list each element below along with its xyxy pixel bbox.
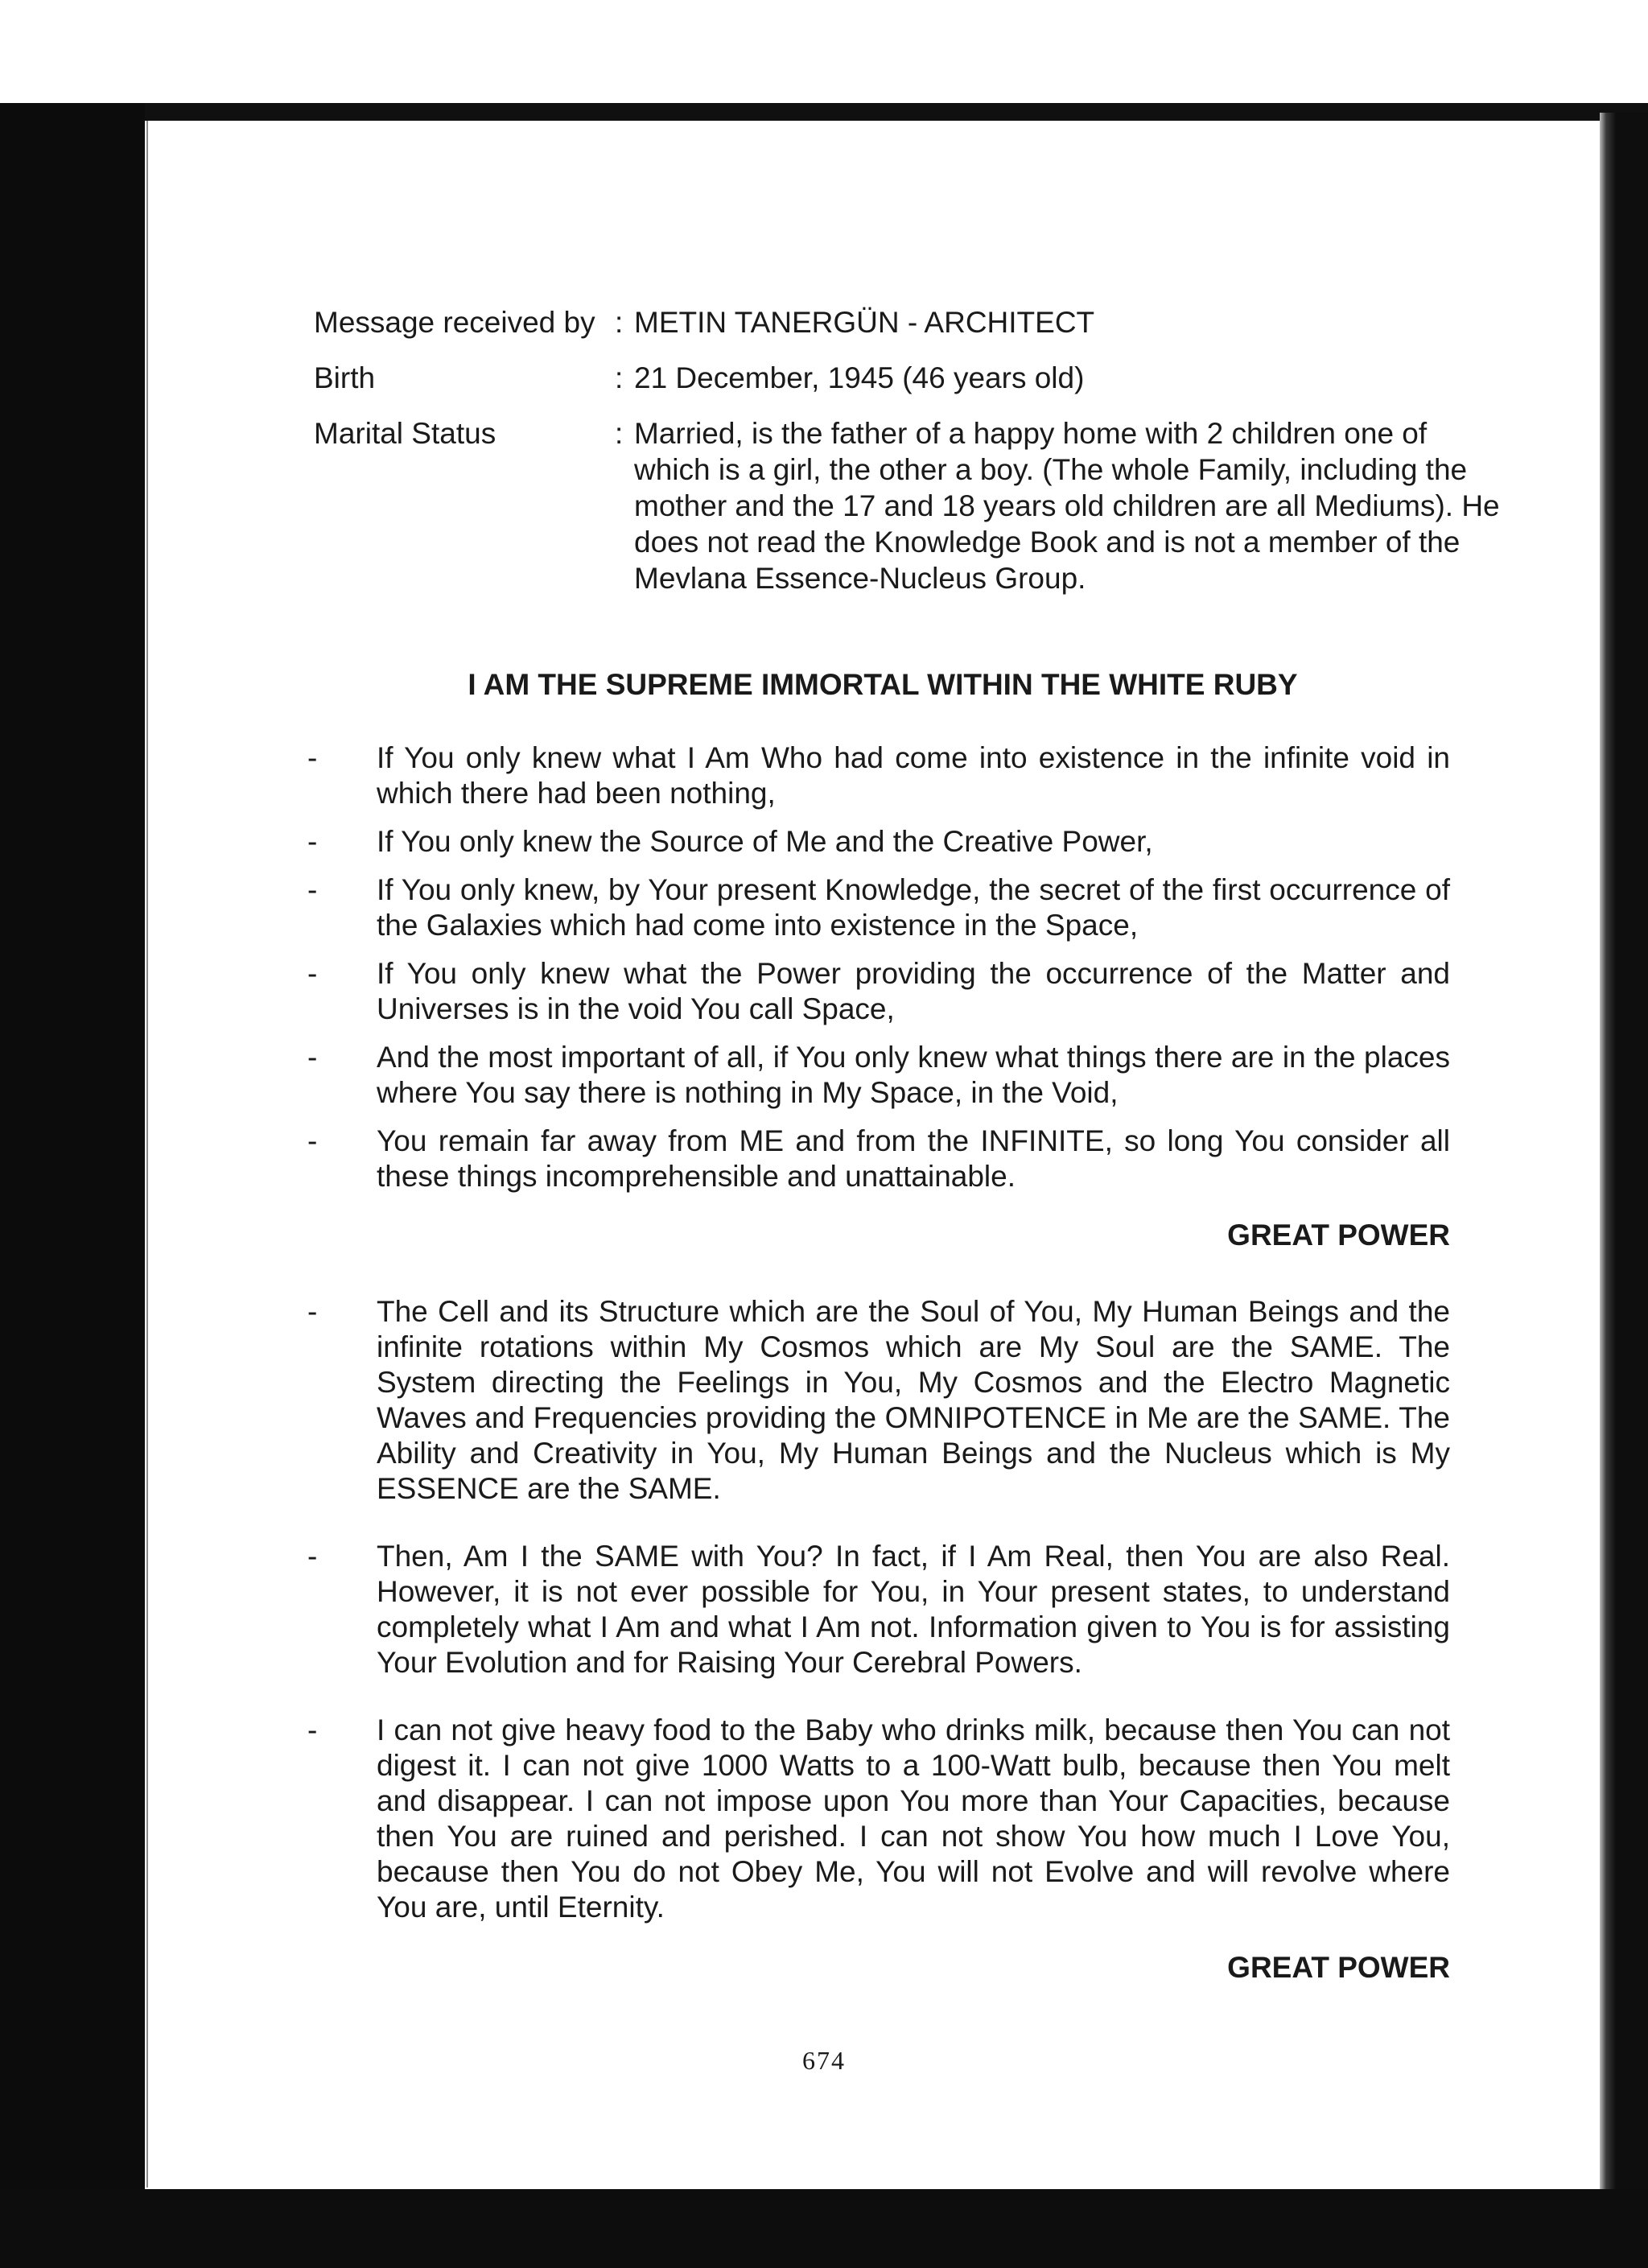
dash-bullet: - [307,1540,318,1573]
header-colon: : [615,306,624,339]
list-item [307,1294,1450,1507]
header-value: 21 December, 1945 (46 years old) [634,361,1085,394]
list-item [307,824,1450,860]
scan-border-bottom [0,2189,1648,2268]
dash-bullet: - [307,741,318,774]
list-item [307,872,1450,943]
page-number: 674 [802,2046,846,2075]
dash-bullet: - [307,1295,318,1328]
signature-great-power: GREAT POWER [1227,1951,1450,1984]
dash-bullet: - [307,1124,318,1157]
header-label: Message received by [314,306,595,339]
scan-border-top [0,103,1648,121]
header-value: METIN TANERGÜN - ARCHITECT [634,306,1095,339]
header-value: Married, is the father of a happy home with 2 children one of which is a girl, the other a boy. (The whole Family, including the mother and the 17 and 18 years old children are all Mediums). He does not read the Knowledge Book and is not a member of the Mevlana Essence-Nucleus Group. [634,417,1500,595]
message-header [314,304,1505,616]
header-label: Marital Status [314,417,496,450]
dash-bullet: - [307,873,318,906]
scan-border-right [1600,113,1648,2268]
list-item [307,740,1450,811]
header-colon: : [615,361,624,394]
signature-great-power: GREAT POWER [1227,1219,1450,1252]
message-heading: I AM THE SUPREME IMMORTAL WITHIN THE WHITE RUBY [468,668,1298,701]
list-item [307,956,1450,1027]
header-colon: : [615,417,624,450]
list-item [307,1040,1450,1111]
header-label: Birth [314,361,376,394]
list-item-text: If You only knew the Source of Me and the Creative Power, [377,825,1153,858]
list-item [307,1539,1450,1680]
list-item-text: You remain far away from ME and from the INFINITE, so long You consider all these things incomprehensible and unattainable. [377,1124,1450,1193]
dash-bullet: - [307,1713,318,1746]
list-item-text: I can not give heavy food to the Baby who drinks milk, because then You can not digest it. I can not give 1000 Watts to a 100-Watt bulb, because then You melt and disappear. I can not impose upon You more than Your Capacities, because then You are ruined and perished. I can not show You how much I Love You, because then You do not Obey Me, You will not Evolve and will revolve where You are, until Eternity. [377,1713,1450,1924]
list-item-text: The Cell and its Structure which are the Soul of You, My Human Beings and the infinite rotations within My Cosmos which are My Soul are the SAME. The System directing the Feelings in You, My Cosmos and the Electro Magnetic Waves and Frequencies providing the OMNIPOTENCE in Me are the SAME. The Ability and Creativity in You, My Human Beings and the Nucleus which is My ESSENCE are the SAME. [377,1295,1450,1505]
list-item-text: And the most important of all, if You only knew what things there are in the places where You say there is nothing in My Space, in the Void, [377,1041,1450,1109]
list-item-text: Then, Am I the SAME with You? In fact, if I Am Real, then You are also Real. However, it is not ever possible for You, in Your present states, to understand completely what I Am and what I Am not. Information given to You is for assisting Your Evolution and for Raising Your Cerebral Powers. [377,1540,1450,1679]
header-row-birth [314,360,1505,396]
list-item [307,1713,1450,1925]
scan-border-left [0,103,145,2268]
list-item [307,1124,1450,1194]
list-item-text: If You only knew, by Your present Knowledge, the secret of the first occurrence of the Galaxies which had come into existence in the Space, [377,873,1450,942]
header-row-marital-status [314,415,1505,596]
message-section-1 [307,740,1450,1254]
dash-bullet: - [307,825,318,858]
list-item-text: If You only knew what I Am Who had come into existence in the infinite void in which there had been nothing, [377,741,1450,810]
header-row-received-by [314,304,1505,340]
page-edge-line [146,121,148,2188]
dash-bullet: - [307,1041,318,1074]
list-item-text: If You only knew what the Power providing the occurrence of the Matter and Universes is in the void You call Space, [377,957,1450,1025]
dash-bullet: - [307,957,318,990]
message-section-2 [307,1294,1450,1986]
